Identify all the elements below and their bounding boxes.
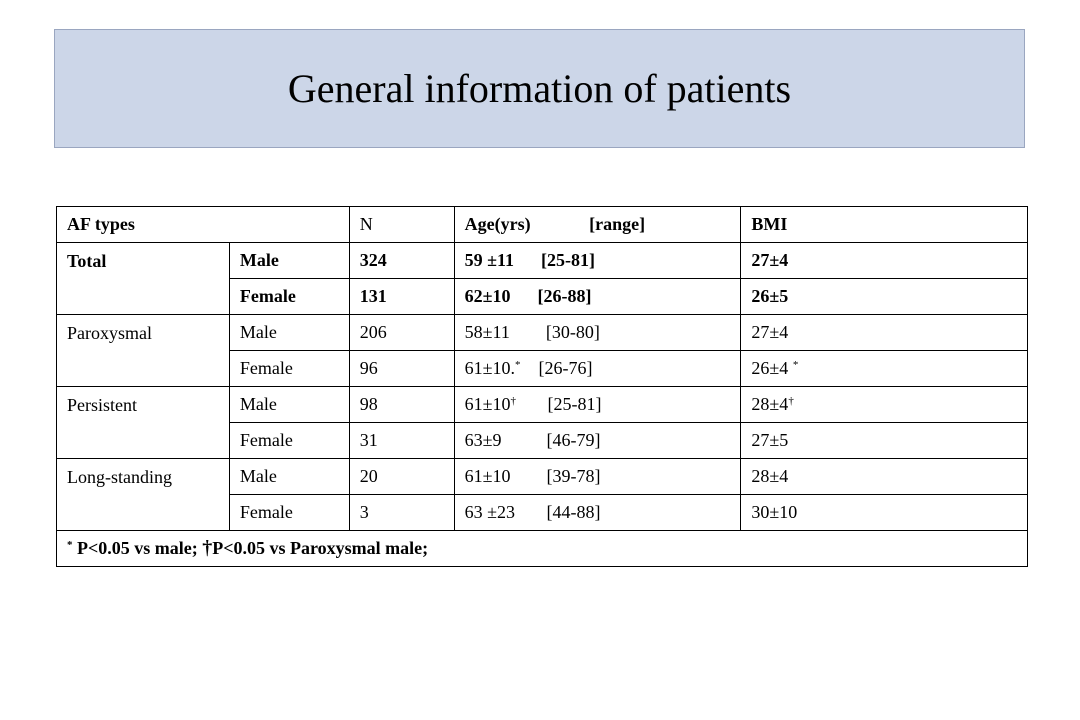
group-label: Persistent xyxy=(57,387,230,459)
sex-cell: Male xyxy=(229,243,349,279)
header-age: Age(yrs) [range] xyxy=(454,207,741,243)
significance-mark: * xyxy=(515,359,521,371)
group-label: Paroxysmal xyxy=(57,315,230,387)
footnote-mark-dagger: † xyxy=(202,537,213,559)
bmi-value: 26±4 xyxy=(751,358,793,378)
age-range: [25-81] xyxy=(516,394,602,414)
bmi-cell xyxy=(741,351,1028,387)
table-row xyxy=(57,243,1028,279)
sex-cell: Male xyxy=(229,459,349,495)
n-cell: 96 xyxy=(349,351,454,387)
age-cell xyxy=(454,387,741,423)
table-row xyxy=(57,387,1028,423)
footnote xyxy=(57,531,1028,567)
footnote-mark-asterisk: * xyxy=(67,539,73,551)
bmi-cell: 28±4 xyxy=(741,459,1028,495)
bmi-cell: 26±5 xyxy=(741,279,1028,315)
footnote-text-2: P<0.05 vs Paroxysmal male; xyxy=(212,538,429,558)
age-cell: 58±11 [30-80] xyxy=(454,315,741,351)
n-cell: 31 xyxy=(349,423,454,459)
n-cell: 206 xyxy=(349,315,454,351)
n-cell: 98 xyxy=(349,387,454,423)
table-row xyxy=(57,315,1028,351)
age-value: 61±10. xyxy=(464,358,516,378)
sex-cell: Female xyxy=(229,423,349,459)
group-label: Total xyxy=(57,243,230,315)
n-cell: 131 xyxy=(349,279,454,315)
bmi-cell: 27±5 xyxy=(741,423,1028,459)
significance-mark: † xyxy=(510,395,517,407)
patient-info-table xyxy=(56,206,1028,567)
title-banner xyxy=(54,29,1025,148)
bmi-cell: 27±4 xyxy=(741,315,1028,351)
header-af-types: AF types xyxy=(57,207,350,243)
bmi-cell: 27±4 xyxy=(741,243,1028,279)
header-n: N xyxy=(349,207,454,243)
n-cell: 20 xyxy=(349,459,454,495)
page-title: General information of patients xyxy=(287,66,792,111)
sex-cell: Male xyxy=(229,387,349,423)
bmi-cell xyxy=(741,387,1028,423)
n-cell: 324 xyxy=(349,243,454,279)
bmi-value: 28±4 xyxy=(751,394,789,414)
group-label: Long-standing xyxy=(57,459,230,531)
age-cell: 59 ±11 [25-81] xyxy=(454,243,741,279)
sex-cell: Male xyxy=(229,315,349,351)
footnote-row xyxy=(57,531,1028,567)
age-cell: 63 ±23 [44-88] xyxy=(454,495,741,531)
bmi-cell: 30±10 xyxy=(741,495,1028,531)
age-value: 61±10 xyxy=(464,394,511,414)
significance-mark: * xyxy=(792,359,799,371)
age-cell xyxy=(454,351,741,387)
sex-cell: Female xyxy=(229,495,349,531)
sex-cell: Female xyxy=(229,279,349,315)
significance-mark: † xyxy=(788,395,794,407)
header-bmi: BMI xyxy=(741,207,1028,243)
age-cell: 61±10 [39-78] xyxy=(454,459,741,495)
age-cell: 62±10 [26-88] xyxy=(454,279,741,315)
sex-cell: Female xyxy=(229,351,349,387)
footnote-text-1: P<0.05 vs male; xyxy=(72,538,203,558)
age-cell: 63±9 [46-79] xyxy=(454,423,741,459)
n-cell: 3 xyxy=(349,495,454,531)
age-range: [26-76] xyxy=(520,358,593,378)
header-row xyxy=(57,207,1028,243)
table-row xyxy=(57,459,1028,495)
